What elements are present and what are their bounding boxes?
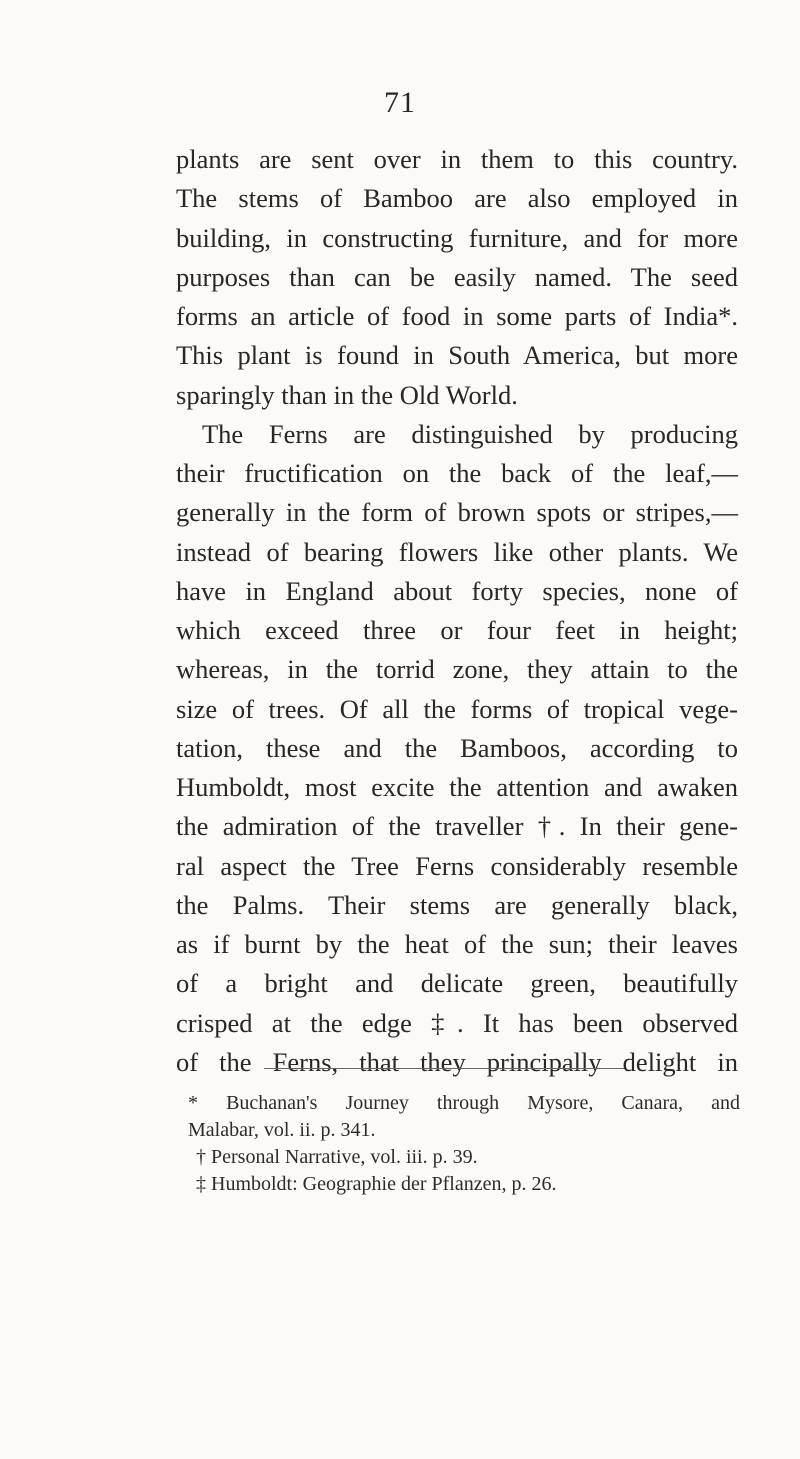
text-line: of the Ferns, that they principally delight in [176,1046,738,1077]
body-text [176,140,738,1082]
text-line: purposes than can be easily named. The seed [176,261,738,292]
footnote-divider [264,1068,624,1069]
text-line: whereas, in the torrid zone, they attain to the [176,654,738,685]
text-line: have in England about forty species, none of [176,575,738,606]
text-line: ral aspect the Tree Ferns considerably resemble [176,850,738,881]
text-line: The Ferns are distinguished by producing [202,418,738,449]
footnote-line: ‡ Humboldt: Geographie der Pflanzen, p. 26. [196,1173,557,1195]
text-line: sparingly than in the Old World. [176,379,518,410]
text-line: generally in the form of brown spots or stripes,— [176,497,738,528]
text-line: instead of bearing flowers like other plants. We [176,536,738,567]
text-line: of a bright and delicate green, beautifully [176,968,738,999]
text-line: building, in constructing furniture, and for more [176,222,738,253]
text-line: This plant is found in South America, but more [176,340,738,371]
text-line: tation, these and the Bamboos, according to [176,732,738,763]
text-line: as if burnt by the heat of the sun; their leaves [176,929,738,959]
text-line: forms an article of food in some parts of India*. [176,301,738,331]
footnote-line: * Buchanan's Journey through Mysore, Canara, and [188,1092,740,1114]
text-line: their fructification on the back of the leaf,— [176,458,738,488]
text-line: plants are sent over in them to this country. [176,144,738,174]
footnote-line: † Personal Narrative, vol. iii. p. 39. [196,1146,478,1168]
text-line: Humboldt, most excite the attention and awaken [176,772,738,802]
footnotes [188,1090,740,1198]
text-line: The stems of Bamboo are also employed in [176,183,738,214]
text-line: the admiration of the traveller †. In their gene- [176,811,738,842]
text-line: crisped at the edge ‡. It has been observed [176,1007,738,1038]
text-line: the Palms. Their stems are generally black, [176,889,738,920]
text-line: which exceed three or four feet in height; [176,615,738,645]
text-line: size of trees. Of all the forms of tropical vege- [176,693,738,724]
footnote-line: Malabar, vol. ii. p. 341. [188,1119,376,1141]
page-number: 71 [384,86,416,119]
